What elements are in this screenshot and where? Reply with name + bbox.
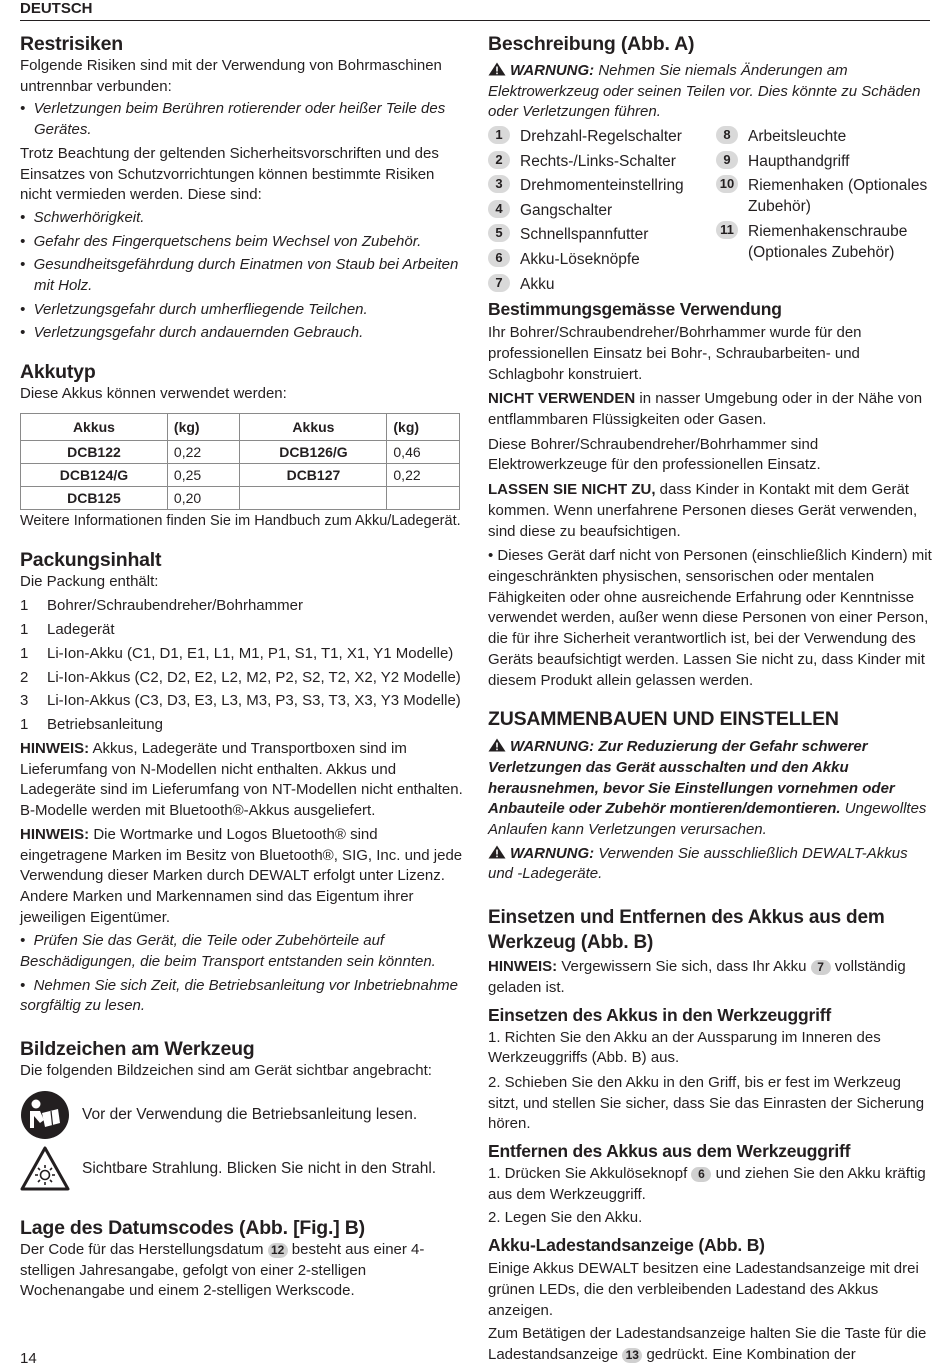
packung-list	[20, 594, 468, 737]
warning-icon	[488, 738, 506, 752]
bestimmung-p3: Diese Bohrer/Schraubendreher/Bohrhammer sind Elektrowerkzeuge für den professionellen Einsatz.	[488, 435, 821, 474]
callout-number: 7	[811, 960, 831, 975]
callout-number: 13	[622, 1348, 642, 1363]
list-item: 2 Li-Ion-Akkus (C2, D2, E2, L2, M2, P2, S2, T2, X2, Y2 Modelle)	[20, 668, 461, 686]
parts-list-right	[716, 126, 932, 298]
ladestand-p1: Einige Akkus DEWALT besitzen eine Ladestandsanzeige mit drei grünen LEDs, die den verbleibenden Ladestand des Akkus anzeigen.	[488, 1260, 919, 1319]
check-bullet: • Prüfen Sie das Gerät, die Teile oder Zubehörteile auf Beschädigungen, die beim Transport entstanden sein könnten.	[20, 932, 436, 971]
warning-icon	[488, 62, 506, 76]
table-cell	[240, 486, 387, 509]
language-header: DEUTSCH	[20, 0, 930, 21]
right-column	[488, 32, 932, 1366]
step-item: 1. Richten Sie den Akku an der Aussparung im Inneren des Werkzeuggriffs (Abb. B) aus.	[488, 1028, 881, 1067]
table-cell: DCB125	[21, 486, 168, 509]
list-item: 8 Arbeitsleuchte	[716, 126, 932, 147]
step-item: 2. Legen Sie den Akku.	[488, 1209, 643, 1227]
einsetzen-heading: Einsetzen und Entfernen des Akkus aus dem Werkzeug (Abb. B)	[488, 907, 885, 954]
bildzeichen-intro: Die folgenden Bildzeichen sind am Gerät sichtbar angebracht:	[20, 1062, 432, 1080]
restrisiken-heading: Restrisiken	[20, 33, 123, 55]
parts-list-left	[488, 126, 712, 298]
table-cell: 0,22	[387, 463, 460, 486]
bestimmung-heading: Bestimmungsgemässe Verwendung	[488, 299, 782, 320]
table-cell: 0,46	[387, 440, 460, 463]
entfernen-heading: Entfernen des Akkus aus dem Werkzeuggriff	[488, 1141, 851, 1162]
callout-number: 11	[716, 221, 738, 239]
step-item: 2. Schieben Sie den Akku in den Griff, bis er fest im Werkzeug sitzt, und stellen Sie sicher, dass Sie das Einrasten der Sicherung hören.	[488, 1073, 925, 1133]
list-item: 7 Akku	[488, 274, 712, 295]
list-item: 5 Schnellspannfutter	[488, 224, 712, 245]
list-item: 1 Li-Ion-Akku (C1, D1, E1, L1, M1, P1, S1, T1, X1, Y1 Modelle)	[20, 644, 454, 662]
risk-bullet: • Verletzungsgefahr durch umherfliegende Teilchen.	[20, 300, 368, 318]
akkutyp-heading: Akkutyp	[20, 361, 96, 384]
list-item: 6 Akku-Löseknöpfe	[488, 249, 712, 270]
table-cell: 0,20	[167, 486, 240, 509]
radiation-warning-icon	[20, 1146, 70, 1192]
callout-number: 3	[488, 175, 510, 193]
symbol-text: Sichtbare Strahlung. Blicken Sie nicht in den Strahl.	[82, 1159, 437, 1177]
restrisiken-risk: • Verletzungen beim Berühren rotierender oder heißer Teile des Gerätes.	[20, 100, 446, 139]
parts-grid	[488, 126, 932, 298]
table-cell: DCB126/G	[240, 440, 387, 463]
list-item: 11 Riemenhakenschraube (Optionales Zubehör)	[716, 221, 932, 263]
risk-bullet: • Gefahr des Fingerquetschens beim Wechsel von Zubehör.	[20, 232, 422, 250]
left-column	[20, 32, 468, 1302]
battery-table	[20, 413, 460, 510]
list-item: 3 Li-Ion-Akkus (C3, D3, E3, L3, M3, P3, S3, T3, X3, Y3 Modelle)	[20, 692, 461, 710]
bestimmung-p5: • Dieses Gerät darf nicht von Personen (einschließlich Kindern) mit eingeschränkten physischen, sensorischen oder mentalen Fähigkeiten oder ohne ausreichende Erfahrung oder Kenntnisse verwendet werden, außer wenn diese Personen von einer Person, die für ihre Sicherheit verantwortlich ist, bei der Verwendung des Geräts beaufsichtigt werden. Lassen Sie nicht zu, dass Kinder mit diesem Produkt allein gelassen werden.	[488, 547, 932, 689]
table-cell: 0,25	[167, 463, 240, 486]
zusammen-heading: ZUSAMMENBAUEN UND EINSTELLEN	[488, 708, 839, 731]
risk-bullet: • Verletzungsgefahr durch andauernden Gebrauch.	[20, 324, 364, 342]
datum-heading: Lage des Datumscodes (Abb. [Fig.] B)	[20, 1216, 365, 1239]
warning-note: WARNUNG: Zur Reduzierung der Gefahr schwerer Verletzungen das Gerät ausschalten und den Akku herausnehmen, bevor Sie Einstellungen vornehmen oder Anbauteile oder Zubehör montieren/demontieren. Ungewolltes Anlaufen kann Verletzungen verursachen.	[488, 738, 927, 839]
ladestand-heading: Akku-Ladestandsanzeige (Abb. B)	[488, 1235, 765, 1256]
beschreibung-heading: Beschreibung (Abb. A)	[488, 33, 695, 55]
packung-intro: Die Packung enthält:	[20, 572, 159, 590]
check-bullet: • Nehmen Sie sich Zeit, die Betriebsanleitung vor Inbetriebnahme sorgfältig zu lesen.	[20, 976, 458, 1015]
list-item: 3 Drehmomenteinstellring	[488, 175, 712, 196]
callout-number: 12	[268, 1243, 288, 1258]
list-item: 1 Betriebsanleitung	[20, 716, 163, 734]
warning-icon	[488, 845, 506, 859]
bestimmung-p4: LASSEN SIE NICHT ZU, dass Kinder in Kontakt mit dem Gerät kommen. Wenn unerfahrene Personen dieses Gerät verwenden, sind diese zu beaufsichtigen.	[488, 481, 918, 540]
callout-number: 9	[716, 151, 738, 169]
col-header: (kg)	[387, 413, 460, 440]
callout-number: 7	[488, 274, 510, 292]
callout-number: 6	[488, 249, 510, 267]
step-item: 1. Drücken Sie Akkulöseknopf 6 und ziehen Sie den Akku kräftig aus dem Werkzeuggriff.	[488, 1165, 926, 1203]
table-row	[21, 440, 460, 463]
symbol-text: Vor der Verwendung die Betriebsanleitung lesen.	[82, 1105, 418, 1123]
callout-number: 6	[691, 1167, 711, 1182]
col-header: Akkus	[21, 413, 168, 440]
symbol-row	[20, 1144, 468, 1194]
callout-number: 10	[716, 175, 738, 193]
einsetzen-hinweis: HINWEIS: Vergewissern Sie sich, dass Ihr Akku 7 vollständig geladen ist.	[488, 958, 906, 996]
akkutyp-note: Weitere Informationen finden Sie im Handbuch zum Akku/Ladegerät.	[20, 512, 461, 529]
hinweis-note: HINWEIS: Akkus, Ladegeräte und Transportboxen sind im Lieferumfang von N-Modellen nicht enthalten. Akkus und Ladegeräte sind im Lieferumfang von NT-Modellen nicht enthalten. B-Modelle werden mit Bluetooth®-Akkus ausgeliefert.	[20, 740, 463, 820]
table-row	[21, 486, 460, 509]
callout-number: 5	[488, 224, 510, 242]
table-cell: 0,22	[167, 440, 240, 463]
table-cell: DCB122	[21, 440, 168, 463]
table-cell: DCB124/G	[21, 463, 168, 486]
hinweis-note: HINWEIS: Die Wortmarke und Logos Bluetooth® sind eingetragene Marken im Besitz von Bluetooth®, SIG, Inc. und jede Verwendung dieser Marken durch DEWALT erfolgt unter Lizenz. Andere Marken und Markennamen sind das Eigentum ihrer jeweiligen Eigentümer.	[20, 825, 463, 926]
table-row	[21, 463, 460, 486]
list-item: 1 Drehzahl-Regelschalter	[488, 126, 712, 147]
warning-note: WARNUNG: Nehmen Sie niemals Änderungen am Elektrowerkzeug oder seinen Teilen vor. Dies könnte zu Schäden oder Verletzungen führen.	[488, 62, 921, 121]
callout-number: 1	[488, 126, 510, 144]
warning-note: WARNUNG: Verwenden Sie ausschließlich DEWALT-Akkus und -Ladegeräte.	[488, 844, 908, 883]
page-number: 14	[20, 1350, 37, 1367]
bestimmung-p1: Ihr Bohrer/Schraubendreher/Bohrhammer wurde für den professionellen Einsatz bei Bohr-, Schraubarbeiten- und Schlagbohr konstruiert.	[488, 324, 862, 383]
bildzeichen-heading: Bildzeichen am Werkzeug	[20, 1038, 255, 1061]
risk-bullet: • Gesundheitsgefährdung durch Einatmen von Staub bei Arbeiten mit Holz.	[20, 256, 459, 295]
callout-number: 4	[488, 200, 510, 218]
callout-number: 2	[488, 151, 510, 169]
datum-text: Der Code für das Herstellungsdatum 12 besteht aus einer 4-stelligen Jahresangabe, gefolgt von einer 2-stelligen Wochenangabe und einem 2-stelligen Werkscode.	[20, 1240, 425, 1300]
callout-number: 8	[716, 126, 738, 144]
list-item: 10 Riemenhaken (Optionales Zubehör)	[716, 175, 932, 217]
list-item: 2 Rechts-/Links-Schalter	[488, 151, 712, 172]
table-cell: DCB127	[240, 463, 387, 486]
restrisiken-intro: Folgende Risiken sind mit der Verwendung von Bohrmaschinen untrennbar verbunden:	[20, 57, 442, 95]
table-cell	[387, 486, 460, 509]
ladestand-p2: Zum Betätigen der Ladestandsanzeige halten Sie die Taste für die Ladestandsanzeige 13 gedrückt. Eine Kombination der	[488, 1325, 927, 1363]
list-item: 1 Ladegerät	[20, 621, 115, 639]
list-item: 1 Bohrer/Schraubendreher/Bohrhammer	[20, 597, 303, 615]
table-header-row	[21, 413, 460, 440]
col-header: (kg)	[167, 413, 240, 440]
col-header: Akkus	[240, 413, 387, 440]
restrisiken-para: Trotz Beachtung der geltenden Sicherheitsvorschriften und des Einsatzes von Schutzvorrichtungen können bestimmte Risiken nicht vermieden werden. Diese sind:	[20, 144, 439, 204]
packung-heading: Packungsinhalt	[20, 548, 162, 571]
risk-bullet: • Schwerhörigkeit.	[20, 208, 145, 226]
bestimmung-p2: NICHT VERWENDEN in nasser Umgebung oder in der Nähe von entflammbaren Flüssigkeiten oder Gasen.	[488, 390, 923, 429]
akkutyp-intro: Diese Akkus können verwendet werden:	[20, 385, 287, 403]
list-item: 4 Gangschalter	[488, 200, 712, 221]
einsetzen-griff-heading: Einsetzen des Akkus in den Werkzeuggriff	[488, 1004, 832, 1025]
symbol-row	[20, 1090, 468, 1140]
list-item: 9 Haupthandgriff	[716, 151, 932, 172]
read-manual-icon	[20, 1090, 70, 1140]
